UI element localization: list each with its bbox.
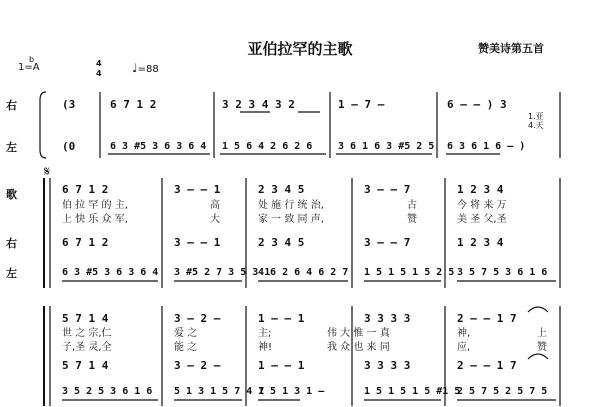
measure: 3 – – 1 xyxy=(174,183,221,196)
measure: 6 – – ) 3 xyxy=(447,98,507,111)
lyric: 能 之 xyxy=(174,342,198,353)
measure: 6 3 #5 3 6 3 6 4 xyxy=(110,141,207,152)
measure: 4 6 2 6 4 6 2 7 xyxy=(258,267,349,278)
measure: 3 3 3 3 xyxy=(364,312,411,325)
key-accidental: b xyxy=(29,55,35,64)
staff-label-song: 歌 xyxy=(6,188,17,201)
measure: (3 xyxy=(62,98,76,111)
measure: 3 – 2 – xyxy=(174,312,221,325)
tempo-value: =88 xyxy=(137,64,159,75)
measure: 1 – – 1 xyxy=(258,359,305,372)
lyric: 爱 之 xyxy=(174,328,198,339)
lyric: 大 xyxy=(210,214,220,225)
lyric: 美 圣 父,圣 xyxy=(457,214,507,225)
measure: 1 – 7 – xyxy=(338,98,385,111)
measure: 6 3 #5 3 6 3 6 4 xyxy=(62,267,159,278)
lyric: 上 快 乐 众 军, xyxy=(62,214,128,225)
system1-bracket xyxy=(40,92,46,158)
segno-icon: 𝄋 xyxy=(44,164,51,180)
measure: 3 #5 2 7 3 5 3 1 xyxy=(174,267,271,278)
lyric: 处 施 行 统 治, xyxy=(258,200,324,211)
tie-arc xyxy=(528,354,548,359)
lyric: 赞 xyxy=(537,342,547,353)
measure: 2 3 4 5 xyxy=(258,183,305,196)
measure: 3 – – 1 xyxy=(174,236,221,249)
measure: 3 – – 7 xyxy=(364,236,411,249)
measure: 1 5 1 5 1 5 #1 5 xyxy=(364,386,461,397)
quarter-note-icon: ♩ xyxy=(132,61,138,75)
staff-label-right: 右 xyxy=(6,237,17,250)
measure: 3 5 2 5 3 6 1 6 xyxy=(62,386,153,397)
lyric: 上 xyxy=(537,328,547,339)
staff-label-left: 左 xyxy=(6,141,17,154)
measure: 1 5 1 5 1 5 2 5 xyxy=(364,267,455,278)
lyric: 伯 拉 罕 的 主, xyxy=(62,200,128,211)
measure: 6 7 1 2 xyxy=(62,183,109,196)
lyric: 神, xyxy=(457,328,471,339)
lyric: 主; xyxy=(258,328,272,339)
lyric: 家 一 致 同 声, xyxy=(258,214,324,225)
measure: 3 3 3 3 xyxy=(364,359,411,372)
measure: 2 – – 1 7 xyxy=(457,359,517,372)
measure: 1 2 3 4 xyxy=(457,236,504,249)
lyric: 高 xyxy=(210,200,220,211)
measure: 5 7 1 4 xyxy=(62,312,109,325)
tie-arc xyxy=(528,307,548,312)
measure: 5 1 3 1 5 7 4 7 xyxy=(174,386,265,397)
measure: 3 5 7 5 3 6 1 6 xyxy=(457,267,548,278)
measure: 2 3 4 5 xyxy=(258,236,305,249)
measure: 5 7 1 4 xyxy=(62,359,109,372)
lyric: 应, xyxy=(457,342,471,353)
staff-label-right: 右 xyxy=(6,99,17,112)
measure: 3 – – 7 xyxy=(364,183,411,196)
hymn-number: 赞美诗第五首 xyxy=(478,42,544,55)
lyric: 子,圣 灵,全 xyxy=(62,342,112,353)
measure: 1 – – 1 xyxy=(258,312,305,325)
lyric: 今 将 来 万 xyxy=(457,200,507,211)
measure: 2 5 7 5 2 5 7 5 xyxy=(457,386,548,397)
lyric: 伟 大 惟 一 真 xyxy=(327,328,390,339)
measure: 6 7 1 2 xyxy=(110,98,157,111)
measure: 2 – – 1 7 xyxy=(457,312,517,325)
measure: 6 7 1 2 xyxy=(62,236,109,249)
measure: 1 5 6 4 2 6 2 6 xyxy=(222,141,313,152)
lyric: 赞 xyxy=(407,214,417,225)
lyric: 世 之 宗,仁 xyxy=(62,328,112,339)
key-signature: 1=A xyxy=(18,62,40,73)
measure: 6 3 6 1 6 – ) xyxy=(447,141,526,152)
page-title: 亚伯拉罕的主歌 xyxy=(247,40,353,58)
time-signature-numerator: 4 xyxy=(96,59,102,68)
measure: (0 xyxy=(62,140,76,153)
measure: 3 2 3 4 3 2 xyxy=(222,98,295,111)
staff-label-left: 左 xyxy=(6,267,17,280)
lyric: 我 众 也 来 同 xyxy=(327,342,390,353)
measure: 3 6 1 6 3 #5 2 5 xyxy=(338,141,435,152)
ending-second: 4.天 xyxy=(528,121,544,130)
measure: 1 5 1 3 1 – xyxy=(258,386,325,397)
ending-first: 1.亚 xyxy=(528,112,544,121)
measure: 1 2 3 4 xyxy=(457,183,504,196)
time-signature-denominator: 4 xyxy=(96,69,102,78)
measure: 3 – 2 – xyxy=(174,359,221,372)
lyric: 神! xyxy=(258,342,273,353)
lyric: 古 xyxy=(407,200,417,211)
